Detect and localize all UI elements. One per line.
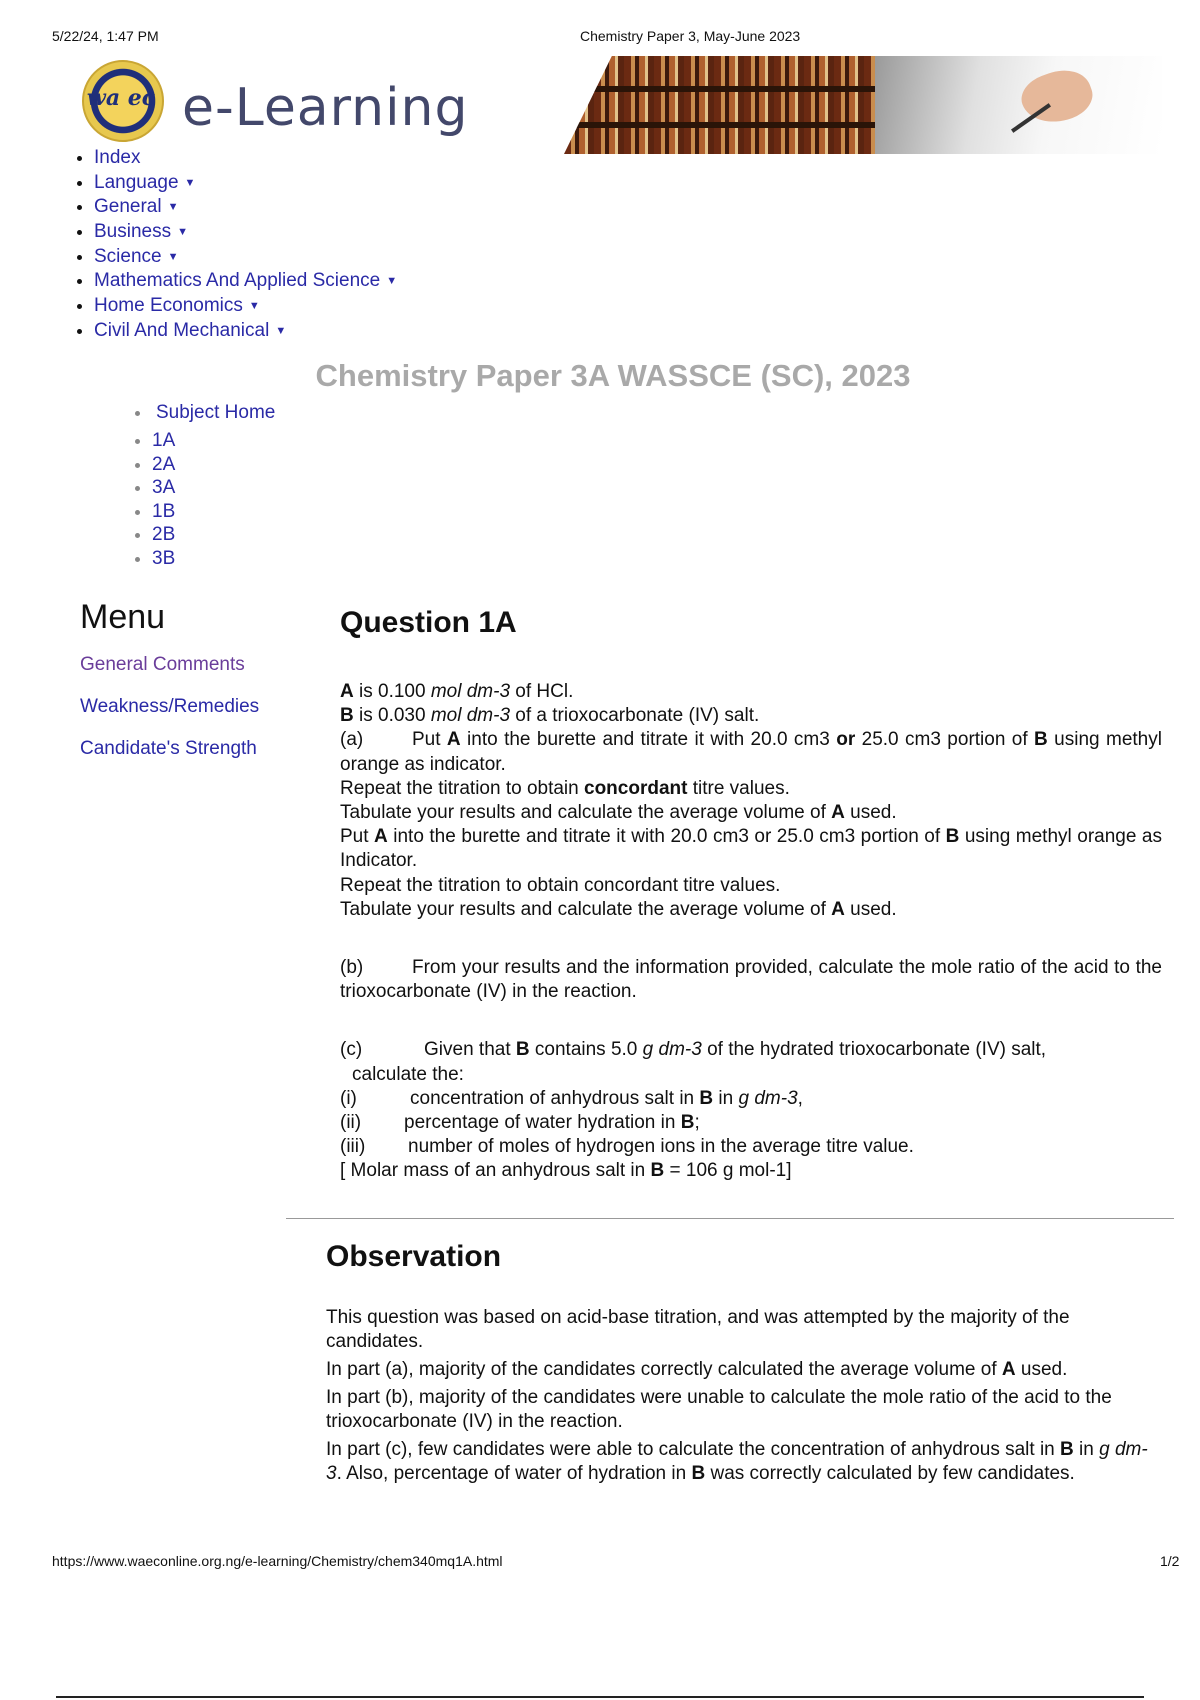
question-part-c-iii: (iii) number of moles of hydrogen ions in the average titre value. — [340, 1136, 914, 1158]
observation-paragraph: In part (b), majority of the candidates were unable to calculate the mole ratio of the acid to the trioxocarbonate (IV) in the reaction. — [326, 1387, 1112, 1432]
nav-item-home-economics[interactable] — [94, 294, 397, 319]
dropdown-caret-icon[interactable]: ▼ — [275, 324, 287, 337]
subnav-item-1a[interactable] — [152, 429, 275, 453]
dropdown-caret-icon[interactable]: ▼ — [177, 226, 188, 239]
question-part-c: (c) Given that B contains 5.0 g dm-3 of the hydrated trioxocarbonate (IV) salt, — [340, 1039, 1047, 1061]
subnav-link[interactable]: 1A — [152, 430, 176, 451]
question-line: B is 0.030 mol dm-3 of a trioxocarbonate (IV) salt. — [340, 705, 760, 727]
nav-item-science[interactable] — [94, 245, 397, 270]
sidebar-link-general-comments[interactable]: General Comments — [80, 654, 245, 675]
nav-item-civil-mechanical[interactable] — [94, 319, 397, 344]
nav-link[interactable]: General — [94, 196, 162, 218]
page-title: Chemistry Paper 3A WASSCE (SC), 2023 — [315, 358, 911, 393]
observation-body — [326, 1306, 1156, 1490]
question-heading: Question 1A — [340, 606, 517, 639]
print-date: 5/22/24, 1:47 PM — [52, 28, 159, 44]
sidebar-heading: Menu — [80, 598, 166, 636]
print-footer-url: https://www.waeconline.org.ng/e-learning/Chemistry/chem340mq1A.html — [52, 1553, 503, 1569]
nav-link[interactable]: Science — [94, 245, 162, 267]
main-nav — [62, 146, 397, 344]
nav-item-business[interactable] — [94, 220, 397, 245]
subnav-item-3b[interactable] — [152, 547, 275, 571]
page-bottom-rule — [56, 1696, 1144, 1698]
dropdown-caret-icon[interactable]: ▼ — [167, 201, 179, 214]
subject-subnav — [126, 401, 275, 570]
brand-name: e-Learning — [182, 78, 469, 138]
dropdown-caret-icon[interactable]: ▼ — [167, 250, 179, 263]
question-body — [340, 680, 1162, 1184]
nav-link[interactable]: Home Economics — [94, 295, 243, 317]
subnav-link[interactable]: 1B — [152, 500, 176, 522]
question-part-b: (b) From your results and the information provided, calculate the mole ratio of the acid to the trioxocarbonate (IV) in the reaction. — [340, 957, 1162, 1003]
subnav-link[interactable]: 2B — [152, 524, 176, 545]
nav-link[interactable]: Mathematics And Applied Science — [94, 270, 381, 292]
question-line: Tabulate your results and calculate the average volume of A used. — [340, 802, 897, 824]
nav-item-mathematics[interactable] — [94, 269, 397, 294]
subnav-item-2b[interactable] — [152, 523, 275, 547]
dropdown-caret-icon[interactable]: ▼ — [248, 300, 260, 313]
question-part-a: (a) Put A into the burette and titrate it with 20.0 cm3 or 25.0 cm3 portion of B using methyl orange as indicator. — [340, 729, 1162, 775]
nav-link[interactable]: Index — [94, 147, 141, 168]
subnav-item-3a[interactable] — [152, 476, 275, 500]
subnav-link[interactable]: 3B — [152, 547, 176, 569]
seal-text: wa ec — [86, 85, 156, 112]
nav-item-language[interactable] — [94, 171, 397, 196]
subnav-item-1b[interactable] — [152, 500, 275, 524]
question-line: Repeat the titration to obtain concordant titre values. — [340, 777, 790, 799]
nav-link[interactable]: Civil And Mechanical — [94, 319, 270, 341]
subnav-link[interactable]: Subject Home — [156, 402, 276, 423]
question-line: calculate the: — [352, 1063, 464, 1085]
nav-link[interactable]: Language — [94, 171, 179, 193]
question-line: Repeat the titration to obtain concordant titre values. — [340, 874, 781, 896]
library-banner-image — [564, 56, 1162, 154]
observation-paragraph: This question was based on acid-base titration, and was attempted by the majority of the candidates. — [326, 1307, 1070, 1352]
subnav-item-2a[interactable] — [152, 453, 275, 477]
dropdown-caret-icon[interactable]: ▼ — [184, 176, 196, 189]
subnav-link[interactable]: 2A — [152, 453, 176, 475]
observation-paragraph: In part (a), majority of the candidates correctly calculated the average volume of A used. — [326, 1359, 1068, 1380]
question-line: [ Molar mass of an anhydrous salt in B = 106 g mol-1] — [340, 1160, 792, 1182]
question-line: Put A into the burette and titrate it with 20.0 cm3 or 25.0 cm3 portion of B using methyl orange as Indicator. — [340, 826, 1162, 872]
sidebar-link-weakness-remedies[interactable]: Weakness/Remedies — [80, 696, 260, 717]
print-title: Chemistry Paper 3, May-June 2023 — [580, 28, 801, 44]
print-page-number: 1/2 — [1160, 1553, 1180, 1569]
site-header — [82, 60, 1162, 152]
section-divider — [286, 1218, 1174, 1219]
nav-link[interactable]: Business — [94, 221, 172, 243]
sidebar-link-candidates-strength[interactable]: Candidate's Strength — [80, 738, 257, 759]
question-part-c-i: (i) concentration of anhydrous salt in B in g dm-3, — [340, 1087, 803, 1109]
dropdown-caret-icon[interactable]: ▼ — [386, 275, 398, 288]
nav-item-general[interactable] — [94, 195, 397, 220]
nav-item-index[interactable] — [94, 146, 397, 171]
subnav-item-subject-home[interactable] — [152, 401, 275, 429]
observation-paragraph: In part (c), few candidates were able to calculate the concentration of anhydrous salt in B in g dm-3. Also, percentage of water of hydration in B was correctly calculated by few candidates. — [326, 1439, 1148, 1484]
subnav-link[interactable]: 3A — [152, 477, 176, 498]
question-part-c-ii: (ii) percentage of water hydration in B; — [340, 1112, 700, 1134]
question-line: Tabulate your results and calculate the average volume of A used. — [340, 898, 897, 920]
observation-heading: Observation — [326, 1240, 502, 1273]
question-line: A is 0.100 mol dm-3 of HCl. — [340, 681, 574, 702]
